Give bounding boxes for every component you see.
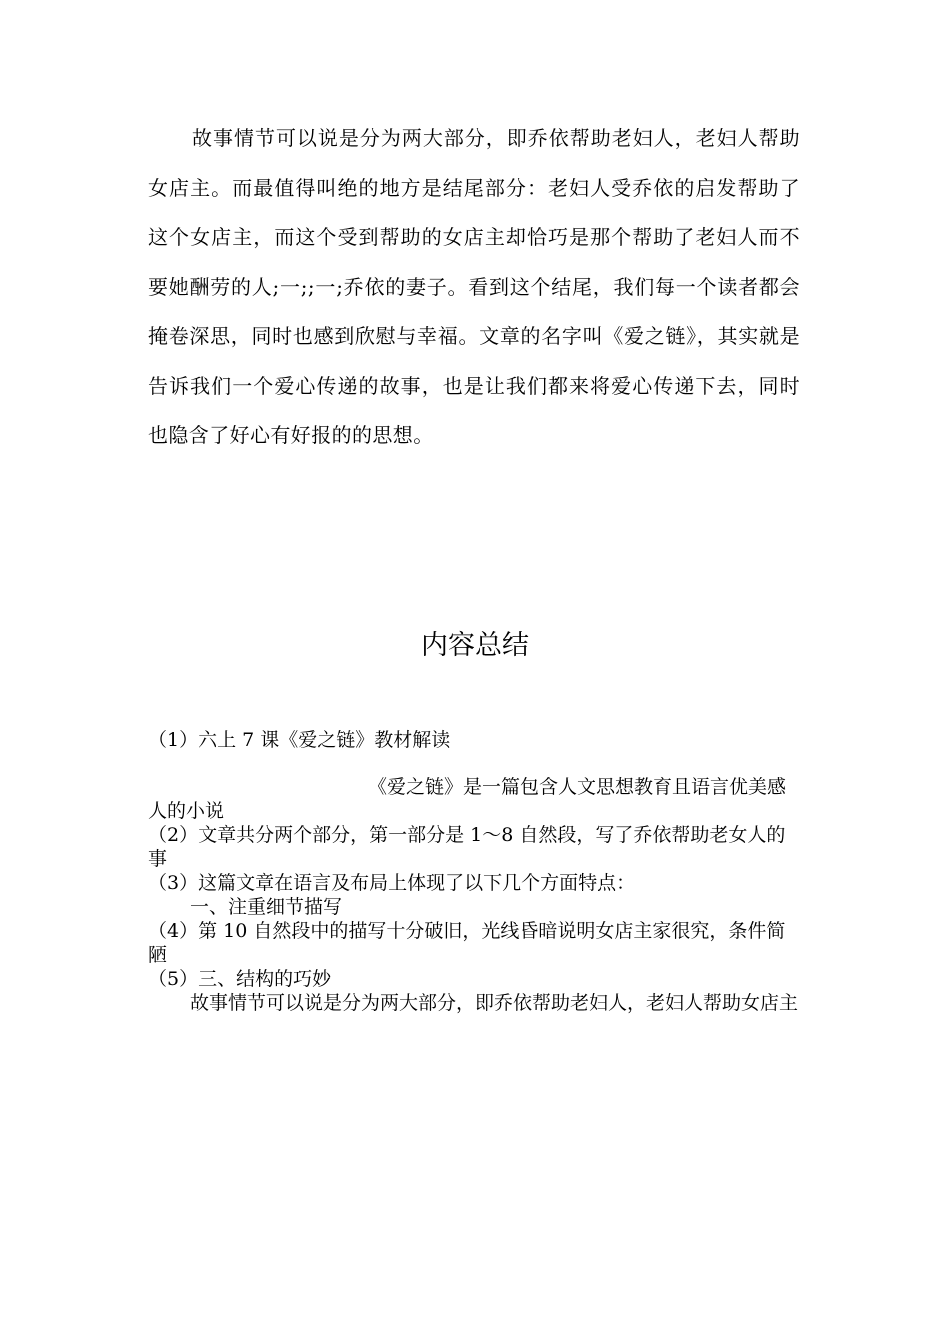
summary-item: （1）六上 7 课《爱之链》教材解读 [148, 729, 451, 751]
summary-item: 故事情节可以说是分为两大部分，即乔依帮助老妇人，老妇人帮助女店主 [190, 992, 799, 1014]
summary-item: （2）文章共分两个部分，第一部分是 1～8 自然段，写了乔依帮助老女人的事 [148, 824, 786, 870]
summary-item: 一、注重细节描写 [190, 896, 343, 918]
summary-item: （3）这篇文章在语言及布局上体现了以下几个方面特点： [148, 872, 636, 894]
summary-item: （4）第 10 自然段中的描写十分破旧，光线昏暗说明女店主家很究，条件简陋 [148, 920, 786, 966]
summary-item: 《爱之链》是一篇包含人文思想教育且语言优美感人的小说 [148, 776, 787, 822]
summary-item: （5）三、结构的巧妙 [148, 968, 332, 990]
body-paragraph: 故事情节可以说是分为两大部分，即乔依帮助老妇人，老妇人帮助女店主。而最值得叫绝的地方是结尾部分：老妇人受乔依的启发帮助了这个女店主，而这个受到帮助的女店主却恰巧是那个帮助了老妇人而不要她酬劳的人;一;;一;乔依的妻子。看到这个结尾，我们每一个读者都会掩卷深思，同时也感到欣慰与幸福。文章的名字叫《爱之链》，其实就是告诉我们一个爱心传递的故事，也是让我们都来将爱心传递下去，同时也隐含了好心有好报的的思想。 [148, 126, 800, 447]
summary-title: 内容总结 [421, 630, 529, 661]
summary-list [148, 728, 800, 1015]
